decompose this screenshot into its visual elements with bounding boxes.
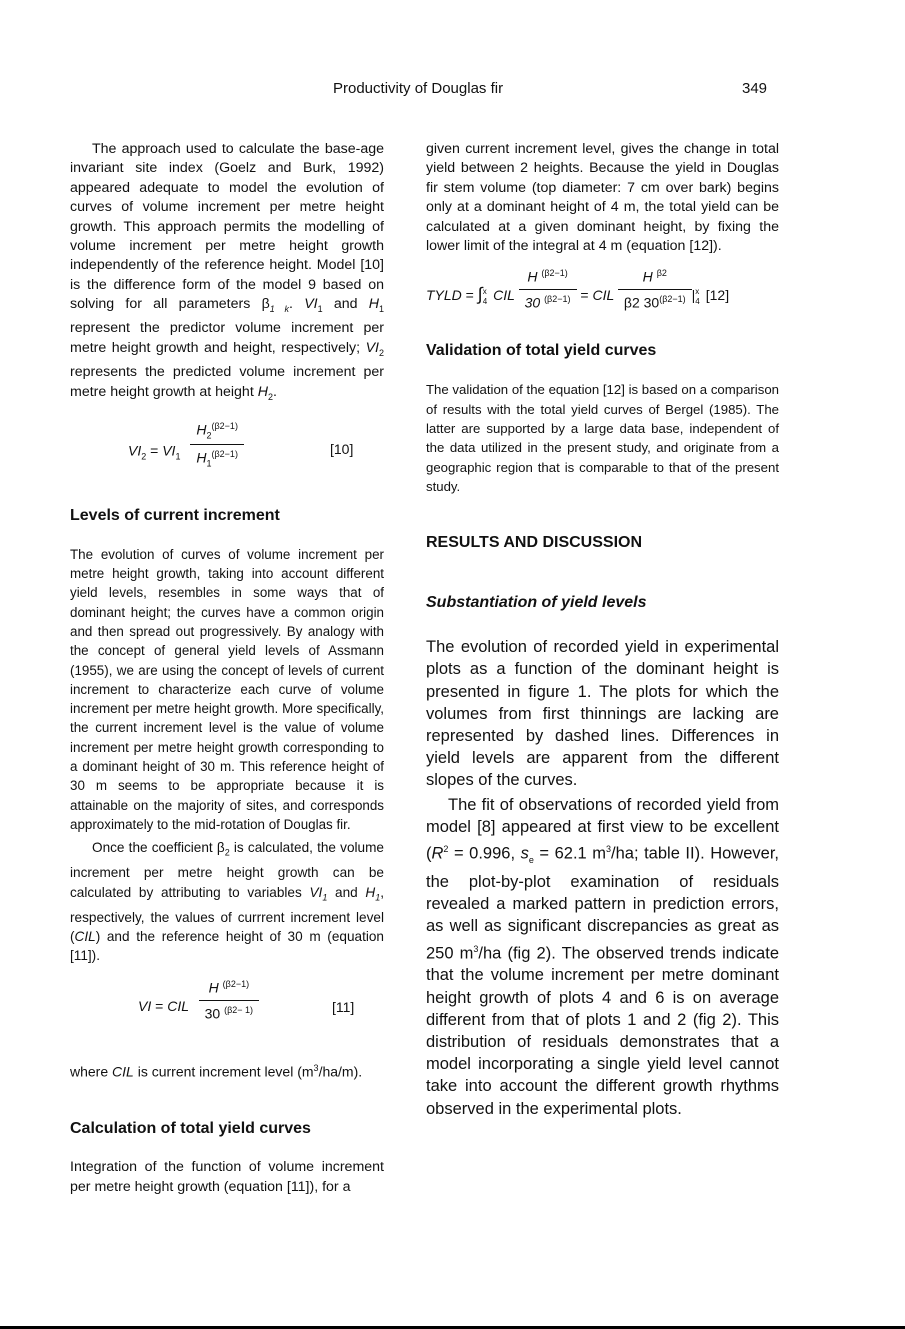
superscript: 3 — [606, 844, 612, 855]
var-h: H — [196, 421, 207, 438]
exponent: (β2−1) — [541, 268, 568, 279]
beta-symbol: β — [261, 296, 270, 313]
integral-sign: ∫ — [477, 284, 483, 305]
fraction-1 — [519, 268, 577, 310]
subscript: 1 — [375, 892, 381, 903]
equation-10 — [70, 420, 384, 481]
superscript: 3 — [473, 943, 479, 954]
var-h: H — [208, 980, 219, 997]
paragraph-fit — [426, 794, 779, 1120]
eq-rhs: VI — [162, 442, 176, 459]
eq-lhs: VI — [128, 442, 142, 459]
var-cil: CIL — [112, 1064, 134, 1081]
upper-limit: x — [695, 286, 700, 296]
paragraph-coefficient — [70, 838, 384, 965]
equation-number: [10] — [330, 440, 354, 457]
var-h1: H — [368, 296, 379, 313]
subscript: e — [528, 854, 534, 865]
fraction-2 — [618, 268, 692, 310]
paragraph-evolution: The evolution of recorded yield in experimental plots as a function of the dominant height is presented in figure 1. The plots for which the volumes from first thinnings are lacking are represented by dashed lines. Differences in yield levels are apparent from the different slopes of the curves. — [426, 638, 779, 790]
heading-levels-of-current-increment: Levels of current increment — [70, 506, 280, 524]
paragraph-given-current: given current increment level, gives the change in total yield between 2 heights. Because the yield in Douglas fir stem volume (top diameter: 7 cm over bark) begins only at a dominant height of 4 m, the total yield can be calculated at a given dominant height, by fixing the lower limit of the integral at 4 m (equation [12]). — [426, 141, 779, 255]
var-r: R — [431, 844, 444, 863]
var-cil: CIL — [592, 287, 615, 304]
subscript: 1 — [379, 304, 385, 315]
text: The fit of observations of recorded yield from model [8] appeared at first view to be excellent ( — [426, 795, 779, 863]
subscript: 2 — [267, 391, 273, 402]
subscript: 1 k — [269, 304, 290, 315]
numerator — [199, 979, 259, 1001]
eq-lhs: TYLD — [426, 287, 462, 304]
text: , respectively, the values of currrent increment level ( — [70, 884, 385, 944]
equals-sign: = — [146, 442, 163, 459]
eq-lhs: VI — [138, 998, 152, 1015]
subscript: 1 — [175, 451, 181, 462]
text: . — [289, 296, 305, 313]
subscript: 2 — [378, 347, 384, 358]
var-s: s — [520, 844, 529, 863]
text: = 62.1 m — [533, 844, 606, 863]
var-vi1: VI — [309, 884, 323, 900]
denominator — [618, 290, 692, 311]
paragraph-approach — [70, 140, 384, 407]
var-h1: H — [365, 884, 376, 900]
superscript: 3 — [313, 1063, 319, 1074]
beta-symbol: β2 — [623, 294, 640, 311]
text: = 0.996, — [448, 844, 521, 863]
denominator — [199, 1001, 259, 1022]
paragraph-levels: The evolution of curves of volume increment per metre height growth, taking into account different yield levels, resembles in some ways that of dominant height; the curves have a common origin and then spread out progressively. By analogy with the concept of general yield levels of Assmann (1955), we are using the concept of levels of current increment to characterize each curve of volume increment per metre height growth. More specifically, the current increment level is the value of volume increment per metre height growth corresponding to a dominant height of 30 m. This reference height of 30 m seems to be appropriate because it is attainable on the majority of sites, and corresponds approximately to the mid-rotation of Douglas fir. — [70, 546, 384, 832]
text: represent the predictor volume increment per metre height growth and height, respectively; — [70, 320, 384, 356]
numerator — [618, 268, 692, 290]
right-column — [426, 140, 779, 1120]
text: where — [70, 1064, 113, 1081]
var-cil: CIL — [493, 287, 515, 304]
heading-calculation-of-total-yield-curves: Calculation of total yield curves — [70, 1120, 311, 1138]
lower-limit: 4 — [482, 296, 488, 306]
upper-limit: x — [482, 286, 487, 296]
text: /ha (fig 2). The observed trends indicate that the volume increment per metre dominant height growth of plots 4 and 6 is on average different from that of plots 1 and 2 (fig 2). This distribution of residuals demonstrates that a model incorporating a single yield level cannot take into account the different growth rhythms observed in the experimental plots. — [426, 944, 779, 1118]
text: The approach used to calculate the base-age invariant site index (Goelz and Burk, 1992) appeared adequate to model the evolution of curves of volume increment per metre height growth. This approach permits the modelling of volume increment per metre height growth independently of the reference height. Model [10] is the difference form of the model 9 based on solving for all parameters — [70, 141, 384, 313]
evaluation-limits — [695, 287, 699, 307]
numerator — [519, 268, 577, 290]
exponent: (β2−1) — [211, 449, 238, 460]
page-number: 349 — [742, 80, 768, 97]
equation-11 — [70, 981, 384, 1041]
exponent: (β2− 1) — [224, 1005, 254, 1016]
text: and — [322, 296, 369, 313]
equation-number: [12] — [705, 287, 730, 304]
var-h2: H — [257, 383, 268, 400]
eq-rhs: CIL — [167, 998, 189, 1015]
equation-number: [11] — [332, 999, 355, 1016]
equation-12 — [426, 268, 779, 326]
exponent: β2 — [656, 268, 667, 279]
denominator — [190, 445, 244, 468]
running-title: Productivity of Douglas fir — [333, 80, 504, 97]
text: . — [272, 383, 277, 400]
exponent: (β2−1) — [222, 979, 250, 990]
var-h: H — [196, 449, 207, 466]
integral-limits — [483, 287, 487, 307]
exponent: (β2−1) — [544, 294, 571, 305]
subscript: 1 — [322, 892, 328, 903]
subscript: 2 — [206, 430, 212, 441]
constant-30: 30 — [204, 1005, 221, 1022]
subscript: 2 — [141, 451, 147, 462]
numerator — [190, 421, 244, 445]
fraction — [199, 979, 259, 1021]
var-cil: CIL — [74, 928, 96, 944]
equals-sign: = — [576, 287, 593, 304]
paragraph-integration: Integration of the function of volume increment per metre height growth (equation [11]), for a — [70, 1159, 384, 1195]
paragraph-where-cil — [70, 1059, 384, 1082]
beta-symbol: β — [216, 840, 225, 856]
var-h: H — [527, 269, 538, 286]
fraction — [190, 421, 244, 469]
denominator — [519, 290, 577, 311]
text: is calculated, the volume increment per metre height growth can be calculated by attributing to variables — [70, 840, 384, 900]
subscript: 1 — [317, 304, 323, 315]
constant-30: 30 — [643, 294, 660, 311]
text: and — [327, 884, 366, 900]
equals-sign: = — [461, 287, 478, 304]
text: ) and the reference height of 30 m (equation [11]). — [70, 928, 384, 964]
text: represents the predicted volume increment per metre height growth at height — [70, 364, 384, 400]
text: is current increment level (m — [133, 1064, 314, 1081]
left-column — [70, 140, 384, 1197]
constant-30: 30 — [524, 294, 541, 311]
var-h: H — [642, 269, 653, 286]
lower-limit: 4 — [695, 296, 700, 306]
heading-substantiation-of-yield-levels: Substantiation of yield levels — [426, 594, 647, 612]
subscript: 2 — [224, 847, 230, 858]
superscript: 2 — [443, 844, 449, 855]
heading-results-and-discussion: RESULTS AND DISCUSSION — [426, 534, 643, 552]
text: Once the coefficient — [92, 840, 217, 856]
paragraph-validation: The validation of the equation [12] is based on a comparison of results with the total yield curves of Bergel (1985). The latter are supported by a large data base, independent of the data utilized in the present study, and originate from a geographic region that is comparable to that of the present study. — [426, 382, 779, 494]
equals-sign: = — [151, 998, 168, 1015]
text: /ha; table II). However, the plot-by-plot examination of residuals revealed a marked pattern in prediction errors, as well as significant discrepancies as great as 250 m — [426, 844, 779, 963]
text: /ha/m). — [318, 1064, 363, 1081]
exponent: (β2−1) — [659, 294, 686, 305]
heading-validation-of-total-yield-curves: Validation of total yield curves — [426, 342, 657, 360]
evaluation-bar: | — [691, 287, 696, 304]
var-vi1: VI — [304, 296, 318, 313]
var-vi2: VI — [365, 339, 379, 356]
subscript: 1 — [206, 458, 212, 469]
exponent: (β2−1) — [211, 420, 238, 431]
